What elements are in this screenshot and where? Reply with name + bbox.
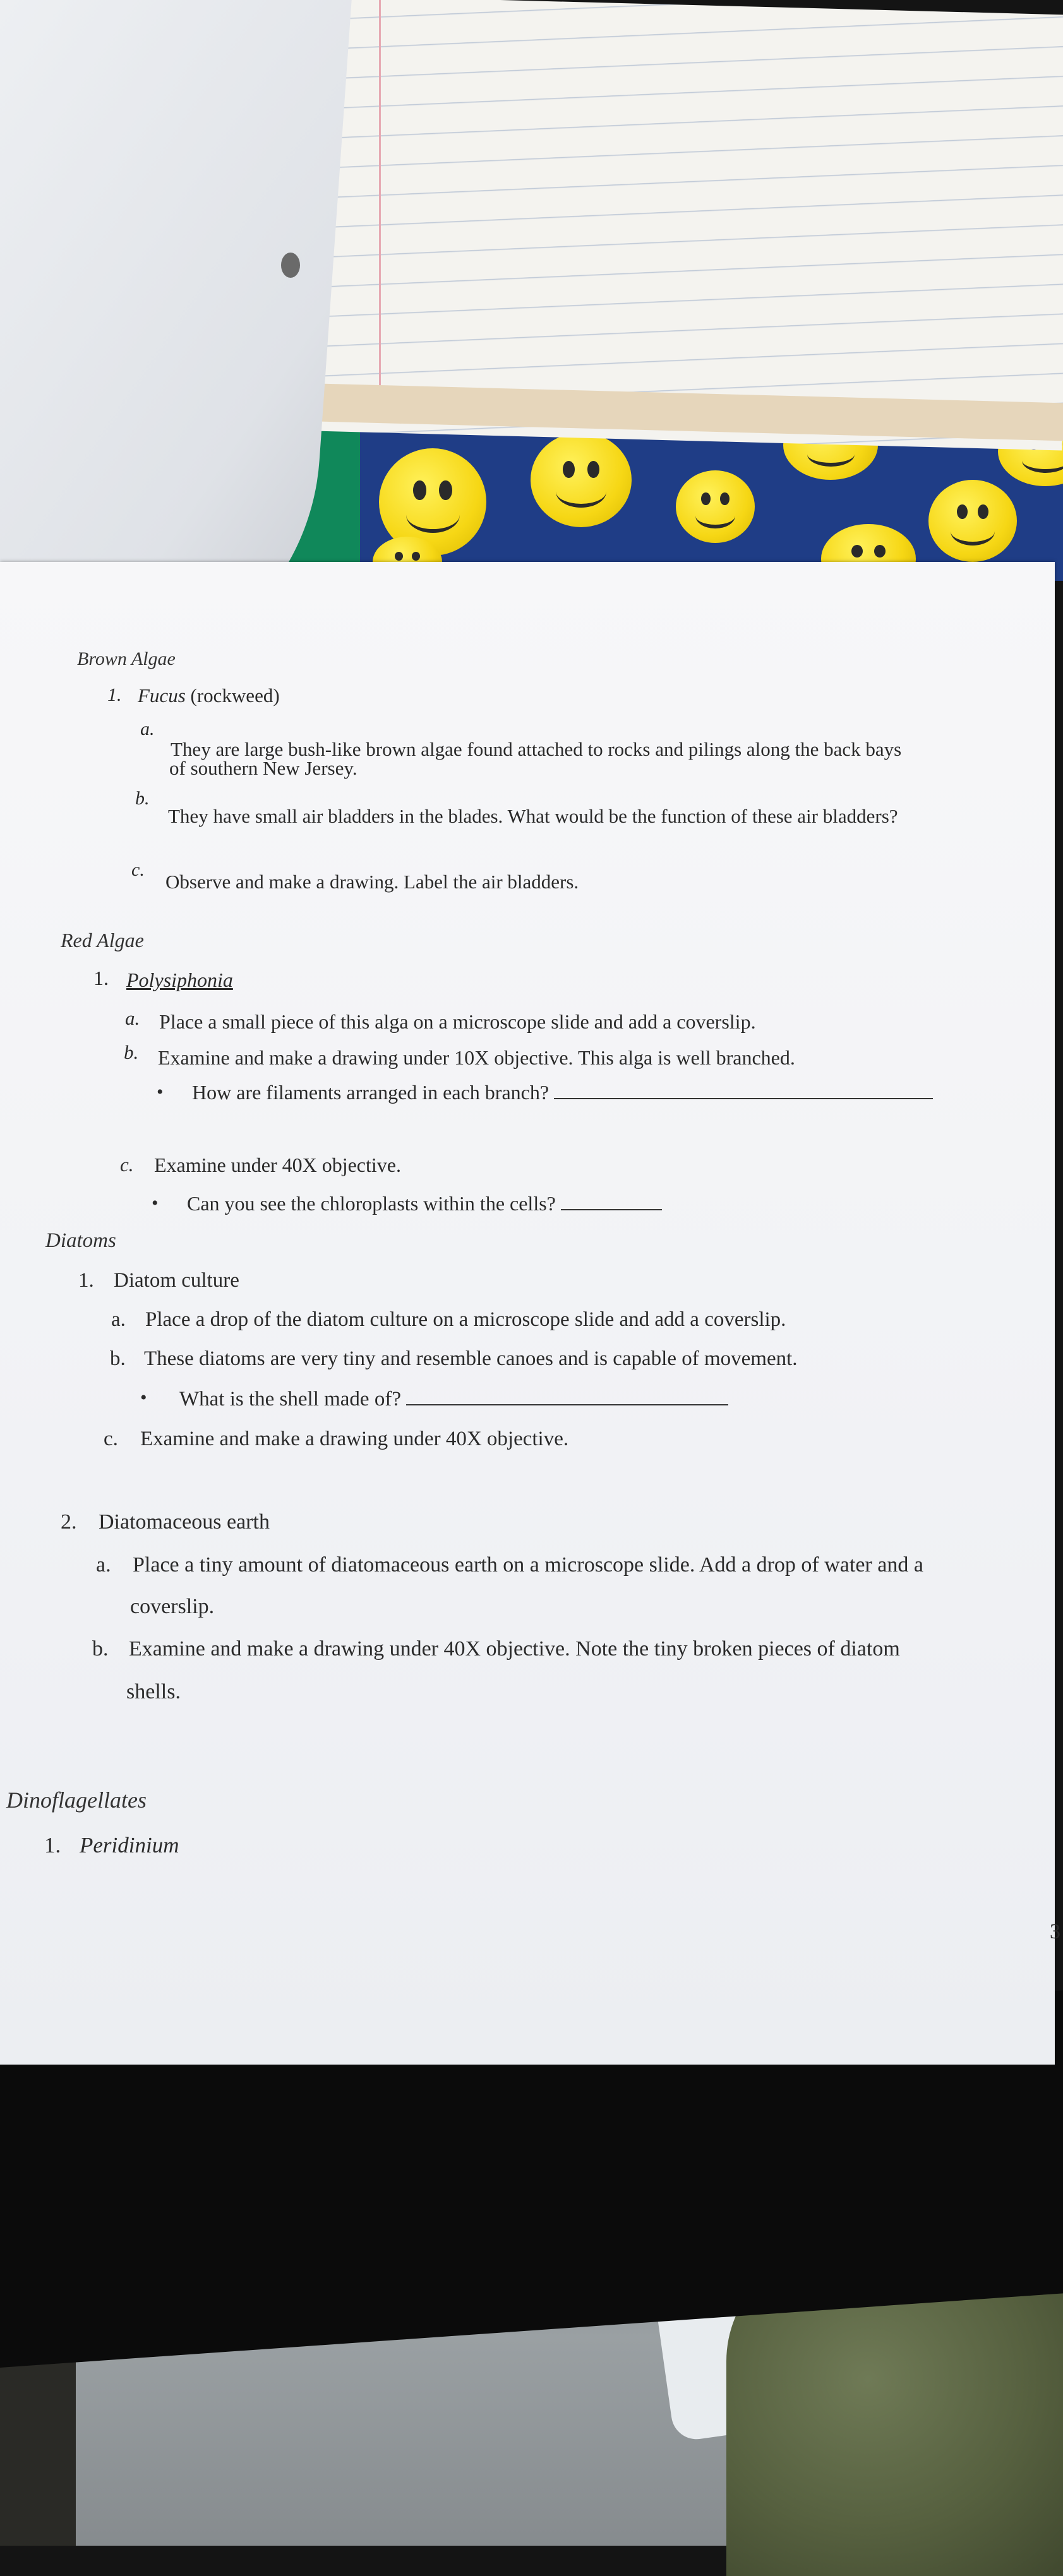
section-heading-dinoflagellates: Dinoflagellates xyxy=(6,1787,147,1813)
smiley-icon xyxy=(928,480,1017,562)
section-heading-red-algae: Red Algae xyxy=(61,929,144,951)
brown-b-text: They have small air bladders in the blades. What would be the function of these air bladders? xyxy=(168,805,898,827)
brown-c-text: Observe and make a drawing. Label the air bladders. xyxy=(165,871,579,893)
answer-blank[interactable] xyxy=(406,1386,728,1405)
list-letter: b. xyxy=(135,788,150,809)
item-number: 1. xyxy=(78,1269,94,1292)
list-letter: c. xyxy=(131,859,145,880)
earth-a-line1: Place a tiny amount of diatomaceous earth on a microscope slide. Add a drop of water and a xyxy=(133,1553,923,1577)
lined-paper-margin xyxy=(379,0,381,404)
red-c-text: Examine under 40X objective. xyxy=(154,1154,401,1176)
item-title-diatom-culture: Diatom culture xyxy=(114,1269,239,1292)
list-letter: a. xyxy=(125,1007,140,1029)
species-name: Fucus xyxy=(138,684,186,707)
page-number: 3 xyxy=(1050,1920,1060,1943)
diatom-b-text: These diatoms are very tiny and resemble canoes and is capable of movement. xyxy=(144,1347,798,1370)
list-letter: b. xyxy=(92,1637,109,1661)
list-letter: a. xyxy=(111,1308,126,1331)
item-title-fucus xyxy=(138,684,280,707)
section-heading-diatoms: Diatoms xyxy=(45,1229,116,1252)
item-title-polysiphonia: Polysiphonia xyxy=(126,969,233,991)
list-letter: a. xyxy=(96,1553,111,1577)
answer-blank[interactable] xyxy=(561,1191,662,1210)
diatom-bullet1 xyxy=(179,1386,728,1412)
list-letter: b. xyxy=(124,1041,139,1063)
item-title-peridinium: Peridinium xyxy=(80,1833,179,1857)
bullet-dot: • xyxy=(157,1082,164,1102)
diatom-a-text: Place a drop of the diatom culture on a microscope slide and add a coverslip. xyxy=(145,1308,786,1331)
answer-blank[interactable] xyxy=(554,1080,933,1099)
item-number: 2. xyxy=(61,1510,77,1534)
dark-object xyxy=(0,2361,76,2546)
earth-b-line2: shells. xyxy=(126,1680,181,1703)
bullet-dot: • xyxy=(140,1387,147,1408)
smiley-icon xyxy=(676,470,755,543)
lined-paper xyxy=(248,0,1063,451)
bullet-dot: • xyxy=(152,1193,159,1213)
brown-a-line2: of southern New Jersey. xyxy=(169,757,357,779)
red-bullet2 xyxy=(187,1191,662,1215)
list-letter: c. xyxy=(120,1154,134,1176)
list-letter: c. xyxy=(104,1428,118,1450)
question-text: Can you see the chloroplasts within the cells? xyxy=(187,1192,556,1215)
smiley-icon xyxy=(531,432,632,527)
list-letter: b. xyxy=(110,1347,126,1370)
question-text: What is the shell made of? xyxy=(179,1388,401,1410)
earth-b-line1: Examine and make a drawing under 40X objective. Note the tiny broken pieces of diatom xyxy=(129,1637,900,1661)
brown-a-line1: They are large bush-like brown algae found attached to rocks and pilings along the back bays xyxy=(171,738,902,760)
item-number: 1. xyxy=(93,967,109,989)
punch-hole xyxy=(281,253,300,278)
question-text: How are filaments arranged in each branch? xyxy=(192,1081,550,1104)
item-title-diatomaceous-earth: Diatomaceous earth xyxy=(99,1510,270,1534)
red-bullet1 xyxy=(192,1080,933,1104)
red-a-text: Place a small piece of this alga on a microscope slide and add a coverslip. xyxy=(159,1010,756,1033)
diatom-c-text: Examine and make a drawing under 40X objective. xyxy=(140,1428,569,1450)
common-name: (rockweed) xyxy=(190,684,280,707)
red-b-text: Examine and make a drawing under 10X objective. This alga is well branched. xyxy=(158,1046,795,1069)
item-number: 1. xyxy=(44,1833,61,1857)
earth-a-line2: coverslip. xyxy=(130,1595,215,1618)
section-heading-brown-algae: Brown Algae xyxy=(77,648,176,669)
list-letter: a. xyxy=(140,719,155,739)
item-number: 1. xyxy=(107,684,122,705)
